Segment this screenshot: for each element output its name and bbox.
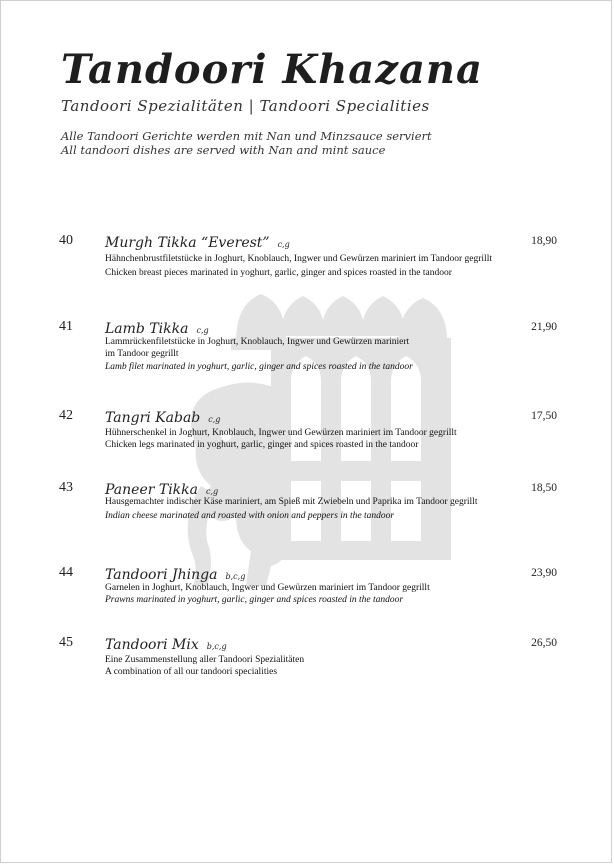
dish-price: 26,50	[531, 637, 557, 649]
dish-price: 18,50	[531, 482, 557, 494]
serving-note	[61, 129, 432, 157]
dish-description	[105, 428, 525, 451]
dish-description-de: Hähnchenbrustfiletstücke in Joghurt, Knoblauch, Ingwer und Gewürzen mariniert im Tandoor gegrillt	[105, 254, 492, 264]
dish-allergens: c,g	[277, 240, 290, 249]
serving-note-de: Alle Tandoori Gerichte werden mit Nan und Minzsauce serviert	[61, 129, 432, 143]
dish-description	[105, 655, 525, 678]
dish-description-de: Eine Zusammenstellung aller Tandoori Spezialitäten	[105, 655, 305, 665]
dish-description-en: Indian cheese marinated and roasted with onion and peppers in the tandoor	[105, 510, 395, 521]
dish-description-de: Hausgemachter indischer Käse mariniert, am Spieß mit Zwiebeln und Paprika im Tandoor gegrillt	[105, 497, 478, 507]
dish-allergens: c,g	[208, 415, 221, 424]
dish-description	[105, 497, 525, 522]
dish-allergens: b,c,g	[225, 572, 246, 581]
dish-number: 44	[59, 565, 73, 580]
dish-price: 23,90	[531, 567, 557, 579]
dish-allergens: b,c,g	[206, 642, 227, 651]
dish-number: 43	[59, 480, 73, 495]
dish-description-en: Chicken legs marinated in yoghurt, garlic, ginger and spices roasted in the tandoor	[105, 439, 419, 450]
dish-description	[105, 583, 525, 606]
dish-number: 42	[59, 408, 73, 423]
menu-title: Tandoori Khazana	[61, 46, 483, 93]
dish-allergens: c,g	[206, 487, 219, 496]
dish-description-en: Prawns marinated in yoghurt, garlic, ginger and spices roasted in the tandoor	[105, 594, 404, 605]
menu-subtitle: Tandoori Spezialitäten | Tandoori Specialities	[61, 97, 430, 115]
dish-name: Paneer Tikka c,g	[105, 482, 219, 498]
dish-description	[105, 254, 525, 279]
dish-description-en: Chicken breast pieces marinated in yoghurt, garlic, ginger and spices roasted in the tandoor	[105, 267, 452, 278]
dish-price: 17,50	[531, 410, 557, 422]
dish-price: 18,90	[531, 235, 557, 247]
dish-description-de: Lammrückenfiletstücke in Joghurt, Knoblauch, Ingwer und Gewürzen mariniert im Tandoor gegrillt	[105, 337, 410, 359]
dish-number: 41	[59, 319, 73, 334]
dish-description-de: Hühnerschenkel in Joghurt, Knoblauch, Ingwer und Gewürzen mariniert im Tandoor gegrillt	[105, 428, 457, 438]
dish-number: 45	[59, 635, 73, 650]
serving-note-en: All tandoori dishes are served with Nan and mint sauce	[61, 143, 386, 157]
dish-price: 21,90	[531, 321, 557, 333]
dish-name: Tandoori Mix b,c,g	[105, 637, 227, 653]
dish-number: 40	[59, 233, 73, 248]
dish-description-en: A combination of all our tandoori specialities	[105, 666, 278, 677]
dish-allergens: c,g	[196, 326, 209, 335]
dish-description-en: Lamb filet marinated in yoghurt, garlic, ginger and spices roasted in the tandoor	[105, 362, 413, 372]
dish-name: Tandoori Jhinga b,c,g	[105, 567, 246, 583]
menu-header	[61, 45, 561, 115]
dish-description	[105, 337, 415, 374]
dish-name: Lamb Tikka c,g	[105, 321, 209, 337]
dish-description-de: Garnelen in Joghurt, Knoblauch, Ingwer und Gewürzen mariniert im Tandoor gegrillt	[105, 583, 430, 593]
dish-name: Tangri Kabab c,g	[105, 410, 221, 426]
dish-name: Murgh Tikka “Everest” c,g	[105, 235, 290, 251]
